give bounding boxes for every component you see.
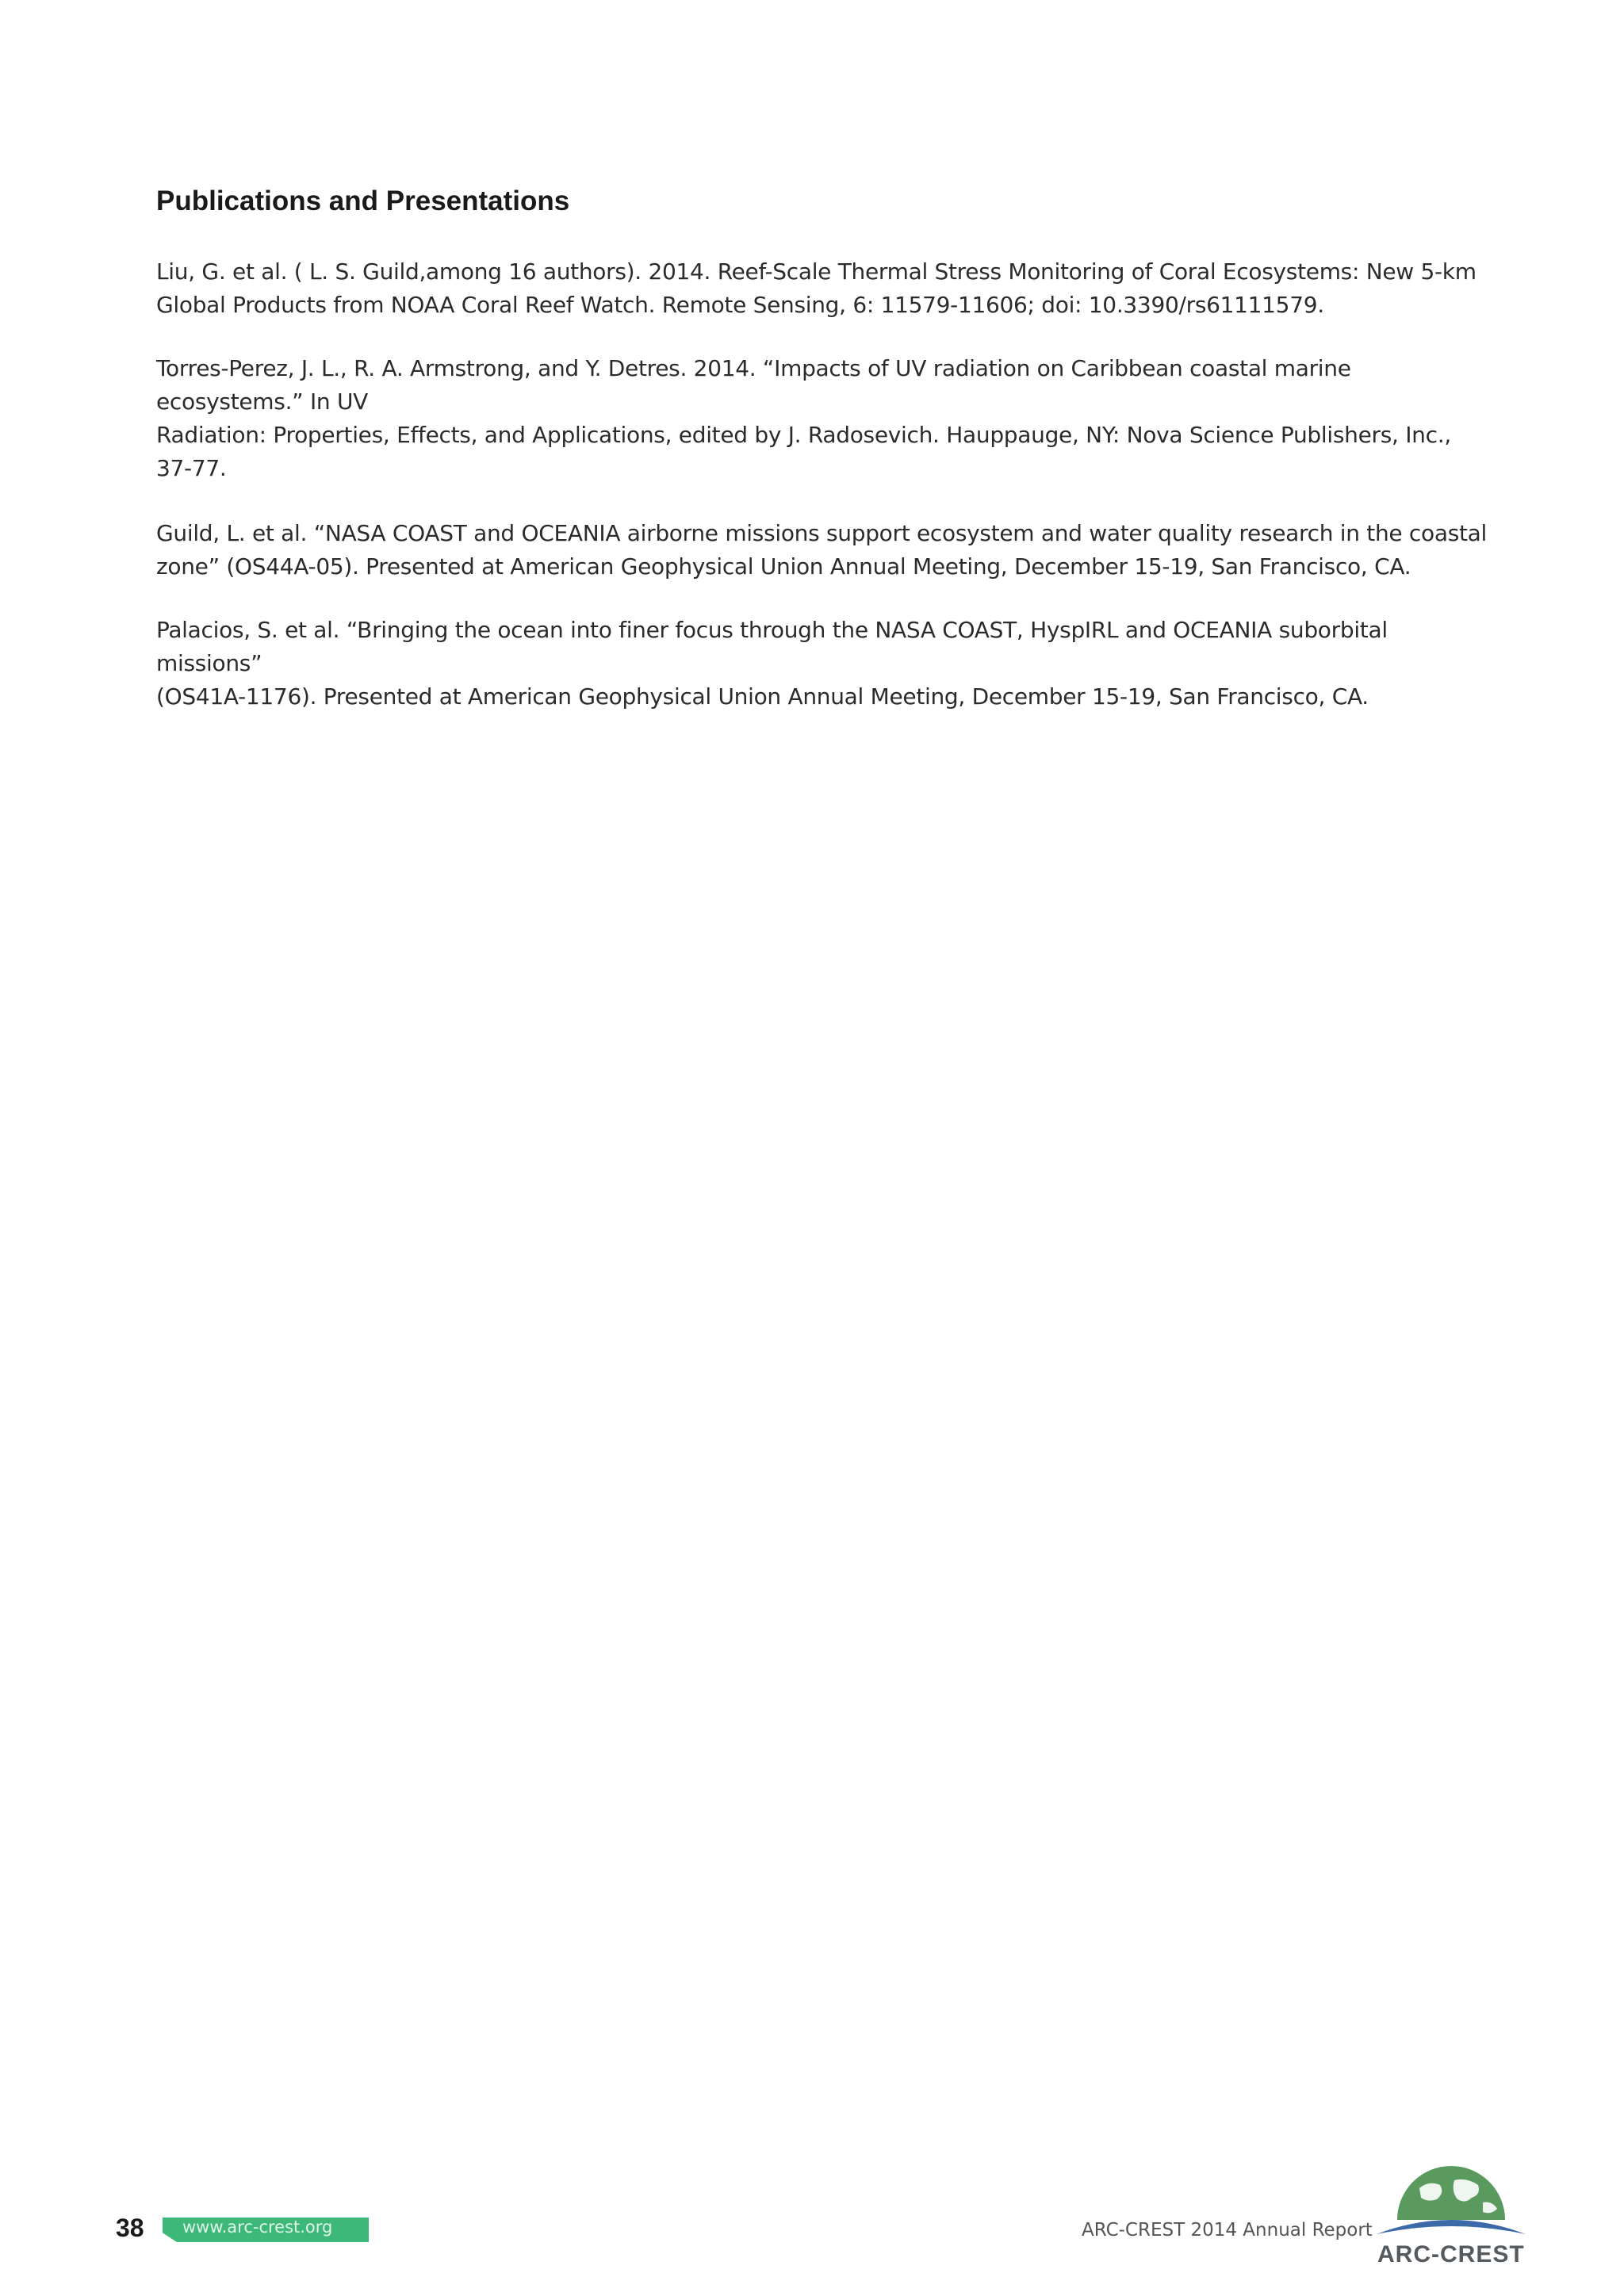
publication-item: Palacios, S. et al. “Bringing the ocean into finer focus through the NASA COAST, HyspIRL and OCEANIA suborbital missions” (OS41A-1176). Presented at American Geophysical Union Annual Meeting, December 15-19, San Francisco, CA.	[156, 617, 1388, 710]
publication-item: Torres-Perez, J. L., R. A. Armstrong, and Y. Detres. 2014. “Impacts of UV radiation on Caribbean coastal marine ecosystems.” In UV Radiation: Properties, Effects, and Applications, edited by J. Radosevich. Hauppauge, NY: Nova Science Publishers, Inc., 37-77.	[156, 355, 1451, 481]
logo-wordmark: ARC-CREST	[1377, 2241, 1525, 2267]
section-title: Publications and Presentations	[156, 186, 570, 216]
page-number: 38	[116, 2214, 144, 2242]
publication-item: Liu, G. et al. ( L. S. Guild,among 16 authors). 2014. Reef-Scale Thermal Stress Monitoring of Coral Ecosystems: New 5-km Global Products from NOAA Coral Reef Watch. Remote Sensing, 6: 11579-11606; doi: 10.3390/rs61111579.	[156, 258, 1477, 318]
main-content	[156, 184, 1488, 744]
report-title: ARC-CREST 2014 Annual Report	[1082, 2220, 1373, 2241]
publication-item: Guild, L. et al. “NASA COAST and OCEANIA airborne missions support ecosystem and water quality research in the coastal zone” (OS44A-05). Presented at American Geophysical Union Annual Meeting, December 15-19, San Francisco, CA.	[156, 520, 1488, 580]
footer-url[interactable]: www.arc-crest.org	[182, 2218, 333, 2237]
